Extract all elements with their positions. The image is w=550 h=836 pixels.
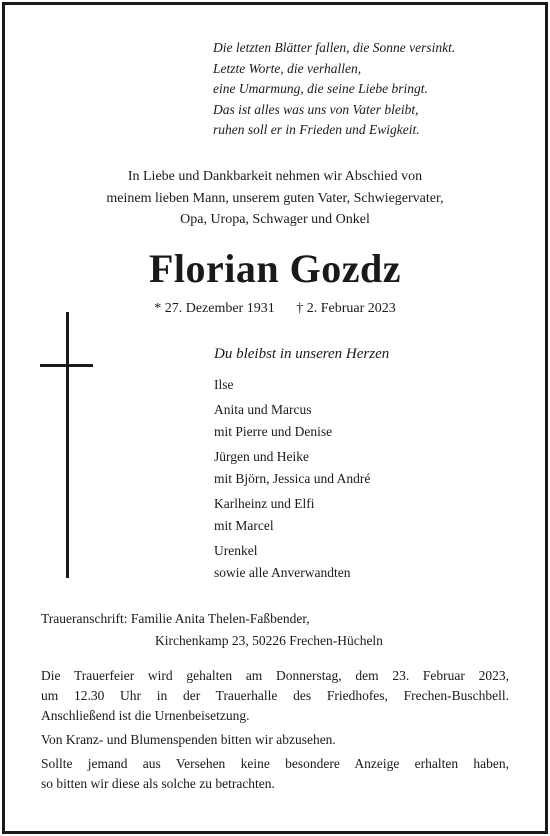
family-line: Anita und Marcus: [214, 401, 312, 417]
family-group: [214, 399, 370, 444]
death-date: † 2. Februar 2023: [296, 301, 396, 316]
poem-line: Letzte Worte, die verhallen,: [213, 60, 362, 76]
family-list: [214, 374, 370, 587]
family-line: Urenkel: [214, 542, 258, 558]
motto: Du bleibst in unseren Herzen: [214, 346, 390, 362]
family-group: [214, 493, 370, 538]
ceremony-info: [41, 666, 509, 798]
family-line: sowie alle Anverwandten: [214, 565, 351, 580]
notice-line: Sollte jemand aus Versehen keine besondere Anzeige erhalten haben,: [41, 756, 509, 771]
family-group: [214, 374, 370, 397]
poem-line: Das ist alles was uns von Vater bleibt,: [213, 101, 419, 117]
poem-line: Die letzten Blätter fallen, die Sonne versinkt.: [213, 40, 456, 55]
cross-icon: [66, 312, 69, 578]
family-line: mit Pierre und Denise: [214, 424, 333, 439]
address-line-2: Kirchenkamp 23, 50226 Frechen-Hücheln: [155, 633, 383, 648]
notice-paragraph: [41, 754, 509, 794]
cross-icon-bar: [40, 364, 93, 367]
ceremony-line: Anschließend ist die Urnenbeisetzung.: [41, 708, 250, 723]
intro-line: In Liebe und Dankbarkeit nehmen wir Abschied von: [127, 169, 423, 184]
family-group: [214, 540, 370, 585]
family-line: mit Björn, Jessica und André: [214, 471, 371, 486]
poem: [213, 38, 455, 141]
notice-line: so bitten wir diese als solche zu betrachten.: [41, 776, 275, 791]
address-line-1: Familie Anita Thelen-Faßbender,: [130, 611, 310, 626]
intro-text: [0, 166, 550, 231]
life-dates: [0, 300, 550, 318]
family-line: Ilse: [214, 377, 234, 392]
mourning-address: [41, 608, 383, 652]
intro-line: Opa, Uropa, Schwager und Onkel: [180, 212, 370, 227]
family-line: Jürgen und Heike: [214, 448, 309, 464]
ceremony-paragraph: [41, 666, 509, 726]
poem-line: eine Umarmung, die seine Liebe bringt.: [213, 81, 428, 96]
family-line: Karlheinz und Elfi: [214, 495, 315, 511]
family-line: mit Marcel: [214, 518, 274, 533]
ceremony-line: Die Trauerfeier wird gehalten am Donnerstag, dem 23. Februar 2023,: [41, 668, 509, 683]
address-label: Traueranschrift:: [41, 611, 128, 626]
intro-line: meinem lieben Mann, unserem guten Vater, Schwiegervater,: [106, 190, 444, 206]
birth-date: * 27. Dezember 1931: [154, 301, 275, 316]
family-group: [214, 446, 370, 491]
ceremony-line: um 12.30 Uhr in der Trauerhalle des Friedhofes, Frechen-Buschbell.: [41, 688, 509, 703]
poem-line: ruhen soll er in Frieden und Ewigkeit.: [213, 122, 420, 137]
deceased-name: Florian Gozdz: [148, 246, 402, 291]
flowers-paragraph: Von Kranz- und Blumenspenden bitten wir abzusehen.: [41, 732, 336, 747]
